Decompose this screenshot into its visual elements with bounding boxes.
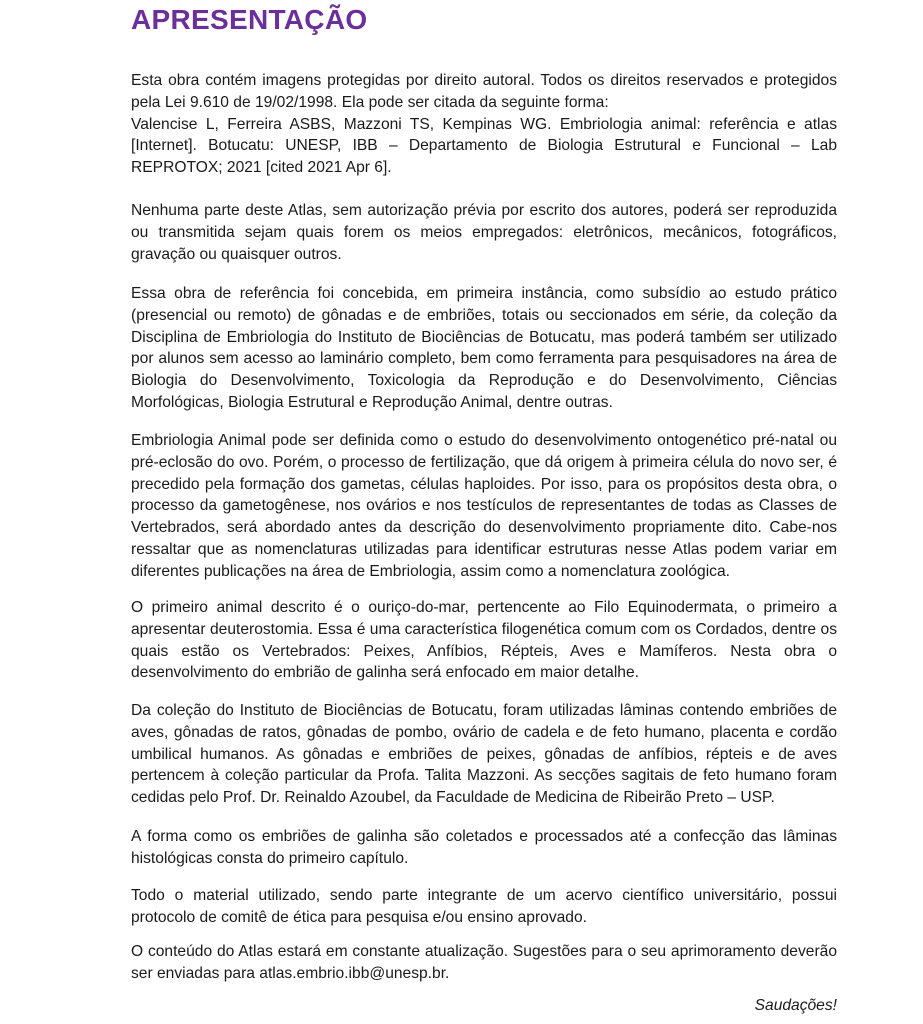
paragraph-definition bbox=[131, 430, 837, 583]
paragraph-chicken-embryos bbox=[131, 826, 837, 870]
paragraph-first-animal bbox=[131, 597, 837, 684]
paragraph-copyright bbox=[131, 70, 837, 179]
paragraph-text: O conteúdo do Atlas estará em constante atualização. Sugestões para o seu aprimoramento deverão ser enviadas para atlas.embrio.ibb@unesp.br. bbox=[131, 943, 837, 982]
paragraph-updates bbox=[131, 941, 837, 985]
paragraph-reproduction bbox=[131, 200, 837, 265]
closing-greeting: Saudações! bbox=[754, 997, 837, 1014]
paragraph-text: Nenhuma parte deste Atlas, sem autorização prévia por escrito dos autores, poderá ser reproduzida ou transmitida sejam quais forem os meios empregados: eletrônicos, mecânicos, fotográficos, gravação ou quaisquer outros. bbox=[131, 202, 837, 263]
paragraph-text: Da coleção do Instituto de Biociências de Botucatu, foram utilizadas lâminas contendo embriões de aves, gônadas de ratos, gônadas de pombo, ovário de cadela e de feto humano, placenta e cordão umbilical humanos. As gônadas e embriões de peixes, gônadas de anfíbios, répteis e de aves pertencem à coleção particular da Profa. Talita Mazzoni. As secções sagitais de feto humano foram cedidas pelo Prof. Dr. Reinaldo Azoubel, da Faculdade de Medicina de Ribeirão Preto – USP. bbox=[131, 702, 837, 807]
paragraph-collection bbox=[131, 700, 837, 809]
paragraph-ethics bbox=[131, 885, 837, 929]
paragraph-text: Embriologia Animal pode ser definida como o estudo do desenvolvimento ontogenético pré-natal ou pré-eclosão do ovo. Porém, o processo de fertilização, que dá origem à primeira célula do novo ser, é precedido pela formação dos gametas, células haploides. Por isso, para os propósitos desta obra, o processo da gametogênese, nos ovários e nos testículos de representantes de todas as Classes de Vertebrados, será abordado antes da descrição do desenvolvimento propriamente dito. Cabe-nos ressaltar que as nomenclaturas utilizadas para identificar estruturas nesse Atlas podem variar em diferentes publicações na área de Embriologia, assim como a nomenclatura zoológica. bbox=[131, 432, 837, 580]
paragraph-text: Essa obra de referência foi concebida, em primeira instância, como subsídio ao estudo prático (presencial ou remoto) de gônadas e de embriões, totais ou seccionados em série, da coleção da Disciplina de Embriologia do Instituto de Biociências de Botucatu, mas poderá também ser utilizado por alunos sem acesso ao laminário completo, bem como ferramenta para pesquisadores na área de Biologia do Desenvolvimento, Toxicologia da Reprodução e do Desenvolvimento, Ciências Morfológicas, Biologia Estrutural e Reprodução Animal, dentre outras. bbox=[131, 285, 837, 411]
paragraph-text: A forma como os embriões de galinha são coletados e processados até a confecção das lâminas histológicas consta do primeiro capítulo. bbox=[131, 828, 837, 867]
paragraph-purpose bbox=[131, 283, 837, 414]
paragraph-text: Todo o material utilizado, sendo parte integrante de um acervo científico universitário, possui protocolo de comitê de ética para pesquisa e/ou ensino aprovado. bbox=[131, 887, 837, 926]
paragraph-text: O primeiro animal descrito é o ouriço-do-mar, pertencente ao Filo Equinodermata, o primeiro a apresentar deuterostomia. Essa é uma característica filogenética comum com os Cordados, dentre os quais estão os Vertebrados: Peixes, Anfíbios, Répteis, Aves e Mamíferos. Nesta obra o desenvolvimento do embrião de galinha será enfocado em maior detalhe. bbox=[131, 599, 837, 682]
copyright-notice: Esta obra contém imagens protegidas por direito autoral. Todos os direitos reservados e protegidos pela Lei 9.610 de 19/02/1998. Ela pode ser citada da seguinte forma: bbox=[131, 72, 837, 111]
page-title: APRESENTAÇÃO bbox=[131, 4, 368, 35]
citation: Valencise L, Ferreira ASBS, Mazzoni TS, Kempinas WG. Embriologia animal: referência e atlas [Internet]. Botucatu: UNESP, IBB – Departamento de Biologia Estrutural e Funcional – Lab REPROTOX; 2021 [cited 2021 Apr 6]. bbox=[131, 115, 837, 177]
